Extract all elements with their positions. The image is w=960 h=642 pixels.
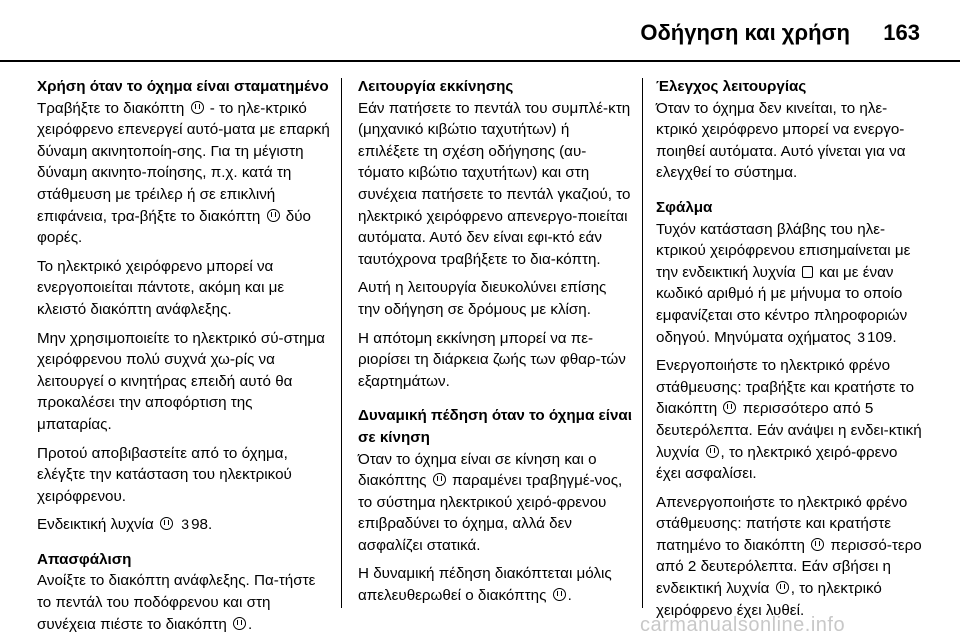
paragraph: Όταν το όχημα δεν κινείται, το ηλε-κτρικό χειρόφρενο μπορεί να ενεργο-ποιηθεί αυτόματα. Αυτό γίνεται για να ελεγχθεί το σύστημα. <box>656 99 906 182</box>
paragraph <box>37 514 331 536</box>
text: και με έναν κωδικό αριθμό ή με μήνυμα το οποίο εμφανίζεται στο κέντρο πληροφοριών οδηγού. Μηνύματα οχήματος <box>656 263 908 346</box>
section-heading: Έλεγχος λειτουργίας <box>656 78 807 95</box>
triangle-right-icon: 3 <box>857 328 866 345</box>
paragraph: Το ηλεκτρικό χειρόφρενο μπορεί να ενεργοποιείται πάντοτε, ακόμη και με κλειστό διακόπτη ανάφλεξης. <box>37 257 285 318</box>
text: Ανοίξτε το διακόπτη ανάφλεξης. Πα-τήστε το πεντάλ του ποδόφρενου και στη συνέχεια πιέστε το διακόπτη <box>37 572 316 633</box>
section-stationary-use <box>37 76 331 536</box>
text: , το ηλεκτρικό χειρόφρενο έχει λυθεί. <box>656 580 882 619</box>
text: περισσό-τερο από 2 δευτερόλεπτα. Εάν σβήσει η ενδεικτική λυχνία <box>656 536 922 598</box>
paragraph: Εάν πατήσετε το πεντάλ του συμπλέ-κτη (μηχανικό κιβώτιο ταχυτήτων) ή επιλέξετε τη σχέση οδήγησης (αυ-τόματο κιβώτιο ταχυτήτων) και στη συνέχεια πατήσετε το πεντάλ γκαζιού, το ηλεκτρικό χειρόφρενο απενεργο-ποιείται αυτόματα. Αυτό δεν είναι εφι-κτό εάν ταυτόχρονα τραβήξετε το δια-κόπτη. <box>358 99 631 268</box>
text: Ενδεικτική λυχνία <box>37 516 154 534</box>
paragraph <box>358 449 632 557</box>
watermark: carmanualsonline.info <box>640 614 846 636</box>
parking-brake-button-icon <box>706 445 719 458</box>
column-3 <box>656 76 926 628</box>
text: Τυχόν κατάσταση βλάβης του ηλε-κτρικού χειρόφρενου επισημαίνεται με την ενδεικτική λυχνία <box>656 220 911 281</box>
section-heading: Χρήση όταν το όχημα είναι σταματημένο <box>37 78 329 95</box>
text: Ενεργοποιήστε το ηλεκτρικό φρένο στάθμευσης: τραβήξτε και κρατήστε το διακόπτη <box>656 357 915 418</box>
parking-brake-button-icon <box>776 581 789 594</box>
page-title: Οδήγηση και χρήση <box>640 20 850 45</box>
text: , το ηλεκτρικό χειρό-φρενο έχει ασφαλίσει. <box>656 443 898 483</box>
text: δύο φορές. <box>37 207 311 247</box>
paragraph: Μην χρησιμοποιείτε το ηλεκτρικό σύ-στημα χειρόφρενου πολύ συχνά χω-ρίς να λειτουργεί ο κινητήρας επειδή αυτό θα προκαλέσει την αποφόρτιση της μπαταρίας. <box>37 329 325 433</box>
parking-brake-button-icon <box>723 401 736 414</box>
parking-brake-button-icon <box>233 617 246 630</box>
text: - το ηλε-κτρικό χειρόφρενο επενεργεί αυτό-ματα με επαρκή δύναμη ακινητοποίη-σης. Για τη μέγιστη δύναμη ακινητο-ποίησης, π.χ. κατά τη στάθμευση με τρέιλερ ή σε επικλινή επιφάνεια, τρα-βήξτε το διακόπτη <box>37 99 330 225</box>
section-fault <box>656 197 926 621</box>
parking-brake-button-icon <box>553 588 566 601</box>
paragraph: Αυτή η λειτουργία διευκολύνει επίσης την οδήγηση σε δρόμους με κλίση. <box>358 279 607 318</box>
page-reference[interactable]: 109. <box>867 328 897 346</box>
header-rule <box>0 60 960 62</box>
paragraph: Η απότομη εκκίνηση μπορεί να πε-ριορίσει τη διάρκεια ζωής των φθαρ-τών εξαρτημάτων. <box>358 329 626 390</box>
paragraph <box>37 98 331 249</box>
parking-brake-button-icon <box>267 209 280 222</box>
text: Όταν το όχημα είναι σε κίνηση και ο διακόπτης <box>358 450 597 490</box>
section-heading: Λειτουργία εκκίνησης <box>358 78 514 95</box>
text: . <box>248 615 253 633</box>
paragraph <box>656 355 926 485</box>
text: Τραβήξτε το διακόπτη <box>37 99 185 117</box>
section-heading: Δυναμική πέδηση όταν το όχημα είναι σε κίνηση <box>358 407 632 446</box>
parking-brake-button-icon <box>811 538 824 551</box>
parking-brake-button-icon <box>160 517 173 530</box>
parking-brake-button-icon <box>433 473 446 486</box>
section-drive-away <box>358 76 632 392</box>
section-function-check <box>656 76 926 184</box>
page-reference[interactable]: 98. <box>191 516 213 534</box>
column-1 <box>37 76 331 642</box>
column-2 <box>358 76 632 614</box>
column-divider-1 <box>341 78 342 608</box>
text: . <box>567 587 572 605</box>
text: Η δυναμική πέδηση διακόπτεται μόλις απελευθερωθεί ο διακόπτης <box>358 565 612 605</box>
text: παραμένει τραβηγμέ-νος, το σύστημα ηλεκτρικού χειρό-φρενου επιβραδύνει το όχημα, αλλά δεν ασφαλίζει στατικά. <box>358 472 623 554</box>
section-heading: Απασφάλιση <box>37 550 132 568</box>
section-release <box>37 549 331 635</box>
triangle-right-icon: 3 <box>181 516 190 533</box>
section-dynamic-braking <box>358 405 632 606</box>
paragraph <box>656 219 926 349</box>
brake-warning-lamp-icon <box>802 266 813 278</box>
text: Απενεργοποιήστε το ηλεκτρικό φρένο στάθμευσης: πατήστε και κρατήστε πατημένο το διακόπτη <box>656 493 908 554</box>
paragraph <box>358 563 632 606</box>
text: περισσότερο από 5 δευτερόλεπτα. Εάν ανάψει η ενδει-κτική λυχνία <box>656 400 922 461</box>
column-divider-2 <box>642 78 643 608</box>
section-heading: Σφάλμα <box>656 198 713 216</box>
page-number: 163 <box>883 20 920 45</box>
paragraph <box>37 570 331 635</box>
paragraph <box>656 492 926 622</box>
parking-brake-button-icon <box>191 101 204 114</box>
paragraph: Προτού αποβιβαστείτε από το όχημα, ελέγξτε την κατάσταση του ηλεκτρικού χειρόφρενου. <box>37 444 292 505</box>
